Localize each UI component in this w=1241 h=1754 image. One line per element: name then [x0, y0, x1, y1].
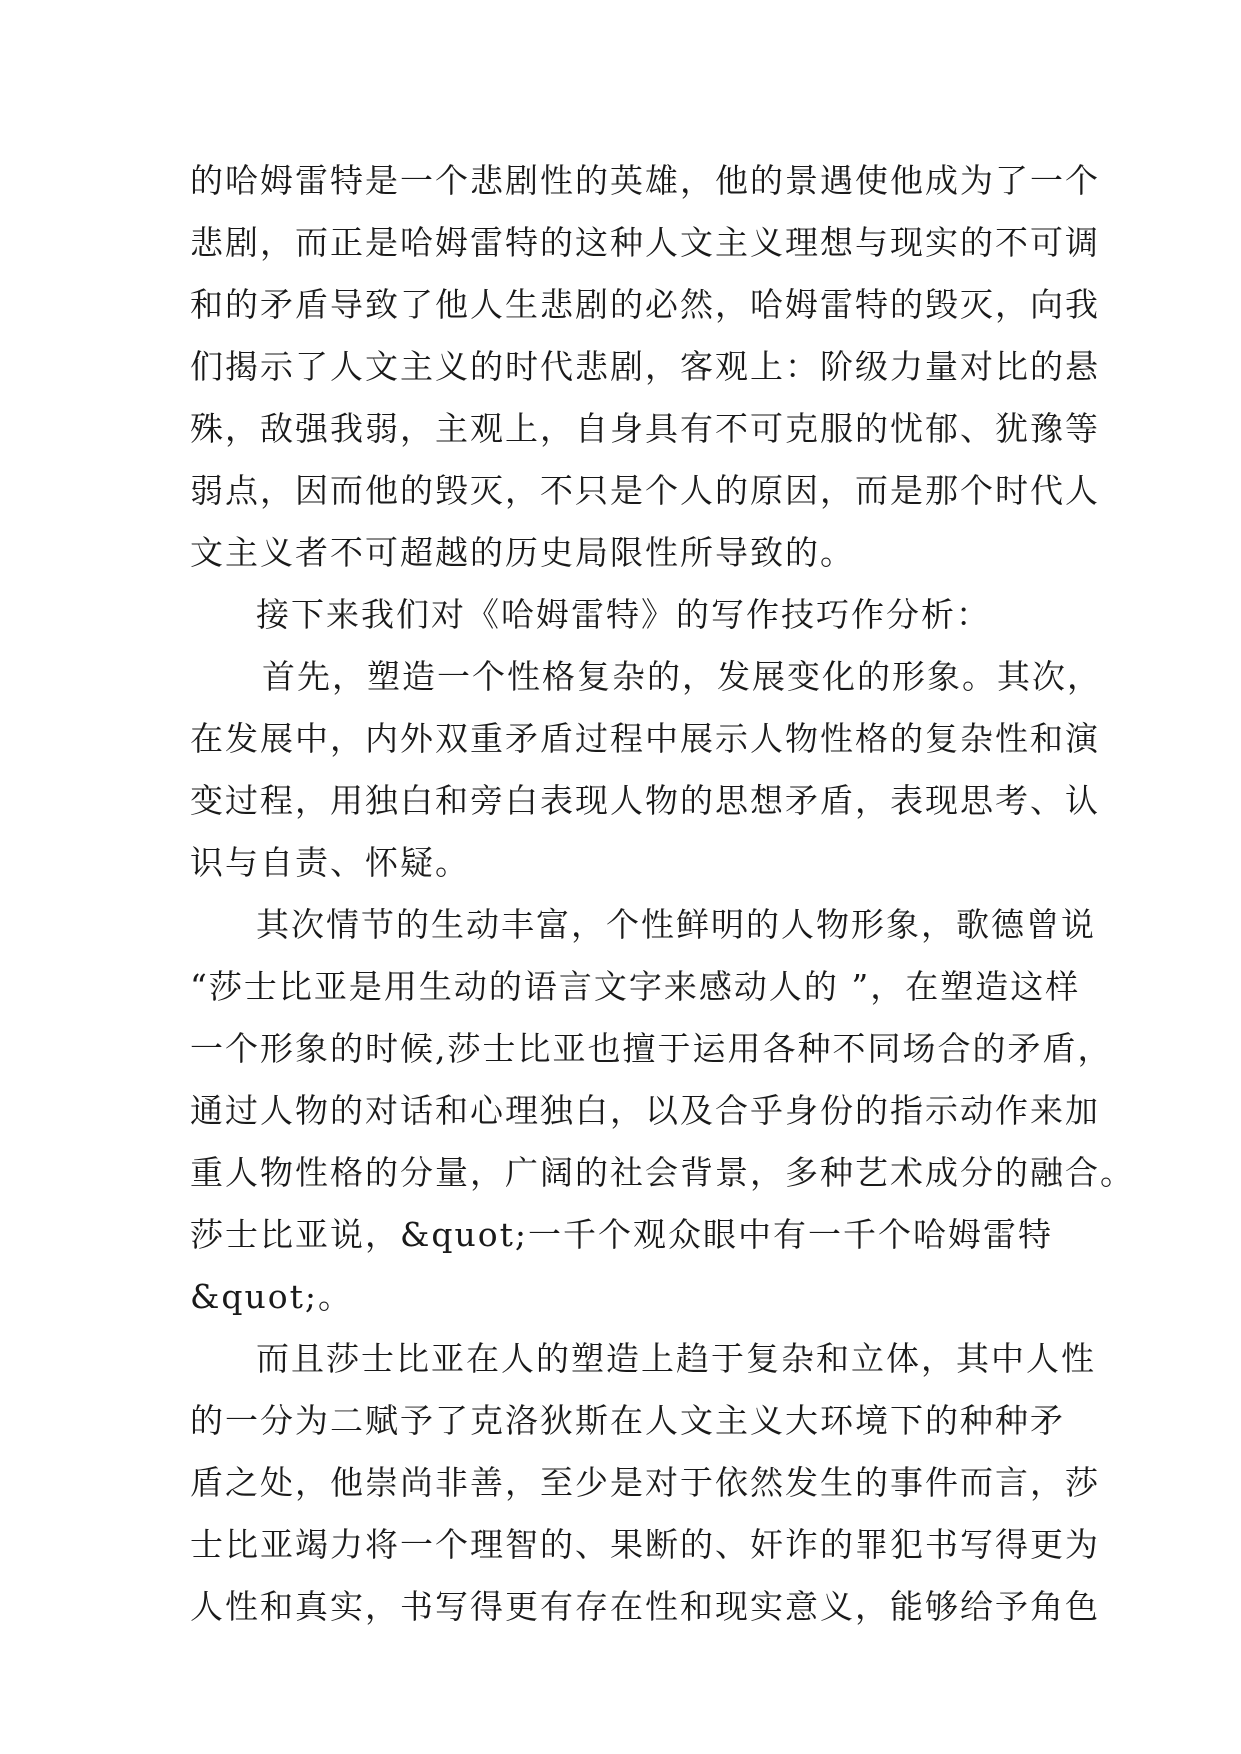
text-line: 盾之处，他崇尚非善，至少是对于依然发生的事件而言，莎	[190, 1463, 1100, 1502]
text-line: 变过程，用独白和旁白表现人物的思想矛盾，表现思考、认	[190, 781, 1100, 820]
text-line: 的一分为二赋予了克洛狄斯在人文主义大环境下的种种矛	[190, 1401, 1065, 1440]
text-line: 莎士比亚说，&quot;一千个观众眼中有一千个哈姆雷特	[190, 1215, 1053, 1254]
text-line: 文主义者不可超越的历史局限性所导致的。	[190, 533, 855, 572]
text-line: 人性和真实，书写得更有存在性和现实意义，能够给予角色	[190, 1587, 1100, 1626]
paragraph-start-line: 其次情节的生动丰富，个性鲜明的人物形象，歌德曾说	[256, 905, 1096, 944]
paragraph-start-line: 而且莎士比亚在人的塑造上趋于复杂和立体，其中人性	[256, 1339, 1096, 1378]
text-line: 一个形象的时候,莎士比亚也擅于运用各种不同场合的矛盾，	[190, 1029, 1113, 1068]
text-line: 识与自责、怀疑。	[190, 843, 470, 882]
text-line: 的哈姆雷特是一个悲剧性的英雄，他的景遇使他成为了一个	[190, 161, 1100, 200]
body-text	[190, 150, 1135, 1638]
text-line: “莎士比亚是用生动的语言文字来感动人的 ”，在塑造这样	[190, 967, 1081, 1006]
text-line: &quot;。	[190, 1277, 353, 1316]
paragraph-start-line: 首先，塑造一个性格复杂的，发展变化的形象。其次，	[262, 657, 1102, 696]
text-line: 通过人物的对话和心理独白，以及合乎身份的指示动作来加	[190, 1091, 1100, 1130]
text-line: 殊，敌强我弱，主观上，自身具有不可克服的忧郁、犹豫等	[190, 409, 1100, 448]
paragraph-start-line: 接下来我们对《哈姆雷特》的写作技巧作分析：	[256, 595, 991, 634]
text-line: 悲剧，而正是哈姆雷特的这种人文主义理想与现实的不可调	[190, 223, 1100, 262]
text-line: 们揭示了人文主义的时代悲剧，客观上：阶级力量对比的悬	[190, 347, 1100, 386]
text-line: 弱点，因而他的毁灭，不只是个人的原因，而是那个时代人	[190, 471, 1100, 510]
text-line: 重人物性格的分量，广阔的社会背景，多种艺术成分的融合。	[190, 1153, 1135, 1192]
text-line: 在发展中，内外双重矛盾过程中展示人物性格的复杂性和演	[190, 719, 1100, 758]
text-line: 士比亚竭力将一个理智的、果断的、奸诈的罪犯书写得更为	[190, 1525, 1100, 1564]
text-line: 和的矛盾导致了他人生悲剧的必然，哈姆雷特的毁灭，向我	[190, 285, 1100, 324]
